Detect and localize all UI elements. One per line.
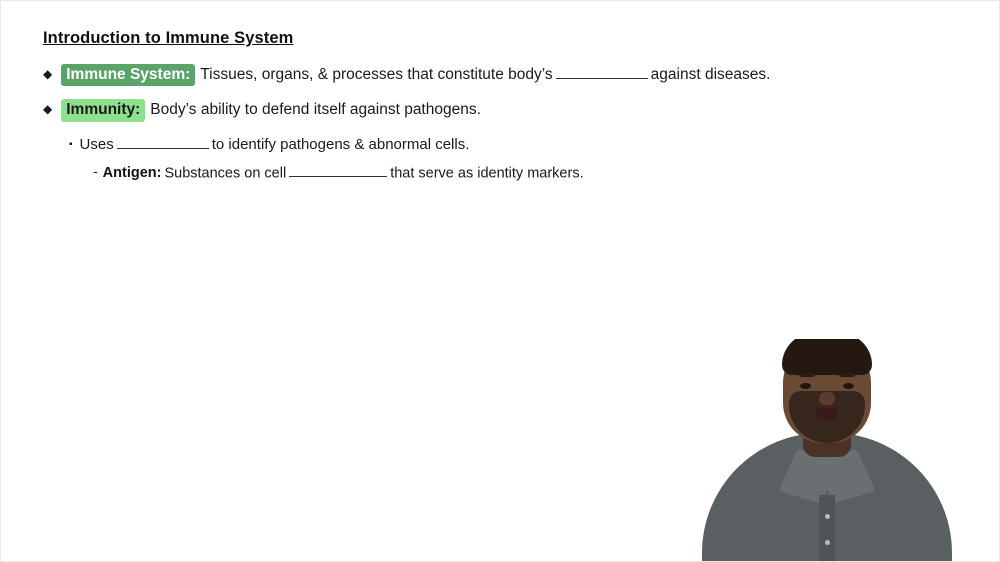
page-title: Introduction to Immune System [43,29,294,47]
term-highlight-immunity: Immunity: [61,99,145,121]
presenter-eyebrow-left [799,373,815,377]
square-bullet-icon: ▪ [69,138,73,150]
term-antigen: Antigen: [102,164,162,181]
list-item [43,99,959,121]
presenter-shirt-button [825,540,830,545]
list-item [43,64,959,86]
dash-bullet-icon: - [93,162,98,179]
list-item [69,135,959,153]
bullet-text-cont: that serve as identity markers. [390,164,584,181]
instructor-video [700,339,954,561]
bullet-text-cont: to identify pathogens & abnormal cells. [211,135,470,153]
presenter-eye-right [843,383,854,389]
diamond-bullet-icon: ◆ [43,67,53,81]
slide-content [43,29,959,192]
presenter-shirt-button [825,514,830,519]
diamond-bullet-icon: ◆ [43,102,53,117]
term-highlight-immune-system: Immune System: [61,64,195,86]
fill-in-blank [556,65,648,79]
presenter-shirt-placket [819,495,835,561]
bullet-text: Tissues, organs, & processes that constitute body’s [200,66,553,83]
bullet-text: Substances on cell [164,164,287,181]
presenter-hair [782,339,872,375]
presenter-mouth [816,408,838,419]
presenter-eyebrow-right [839,373,855,377]
presenter-nose [819,392,835,405]
bullet-text: Uses [79,135,114,153]
list-item [93,164,959,181]
fill-in-blank [117,135,209,149]
fill-in-blank [289,164,387,177]
presenter-eye-left [800,383,811,389]
bullet-text-cont: against diseases. [650,66,771,83]
bullet-text: Body’s ability to defend itself against pathogens. [150,101,481,119]
